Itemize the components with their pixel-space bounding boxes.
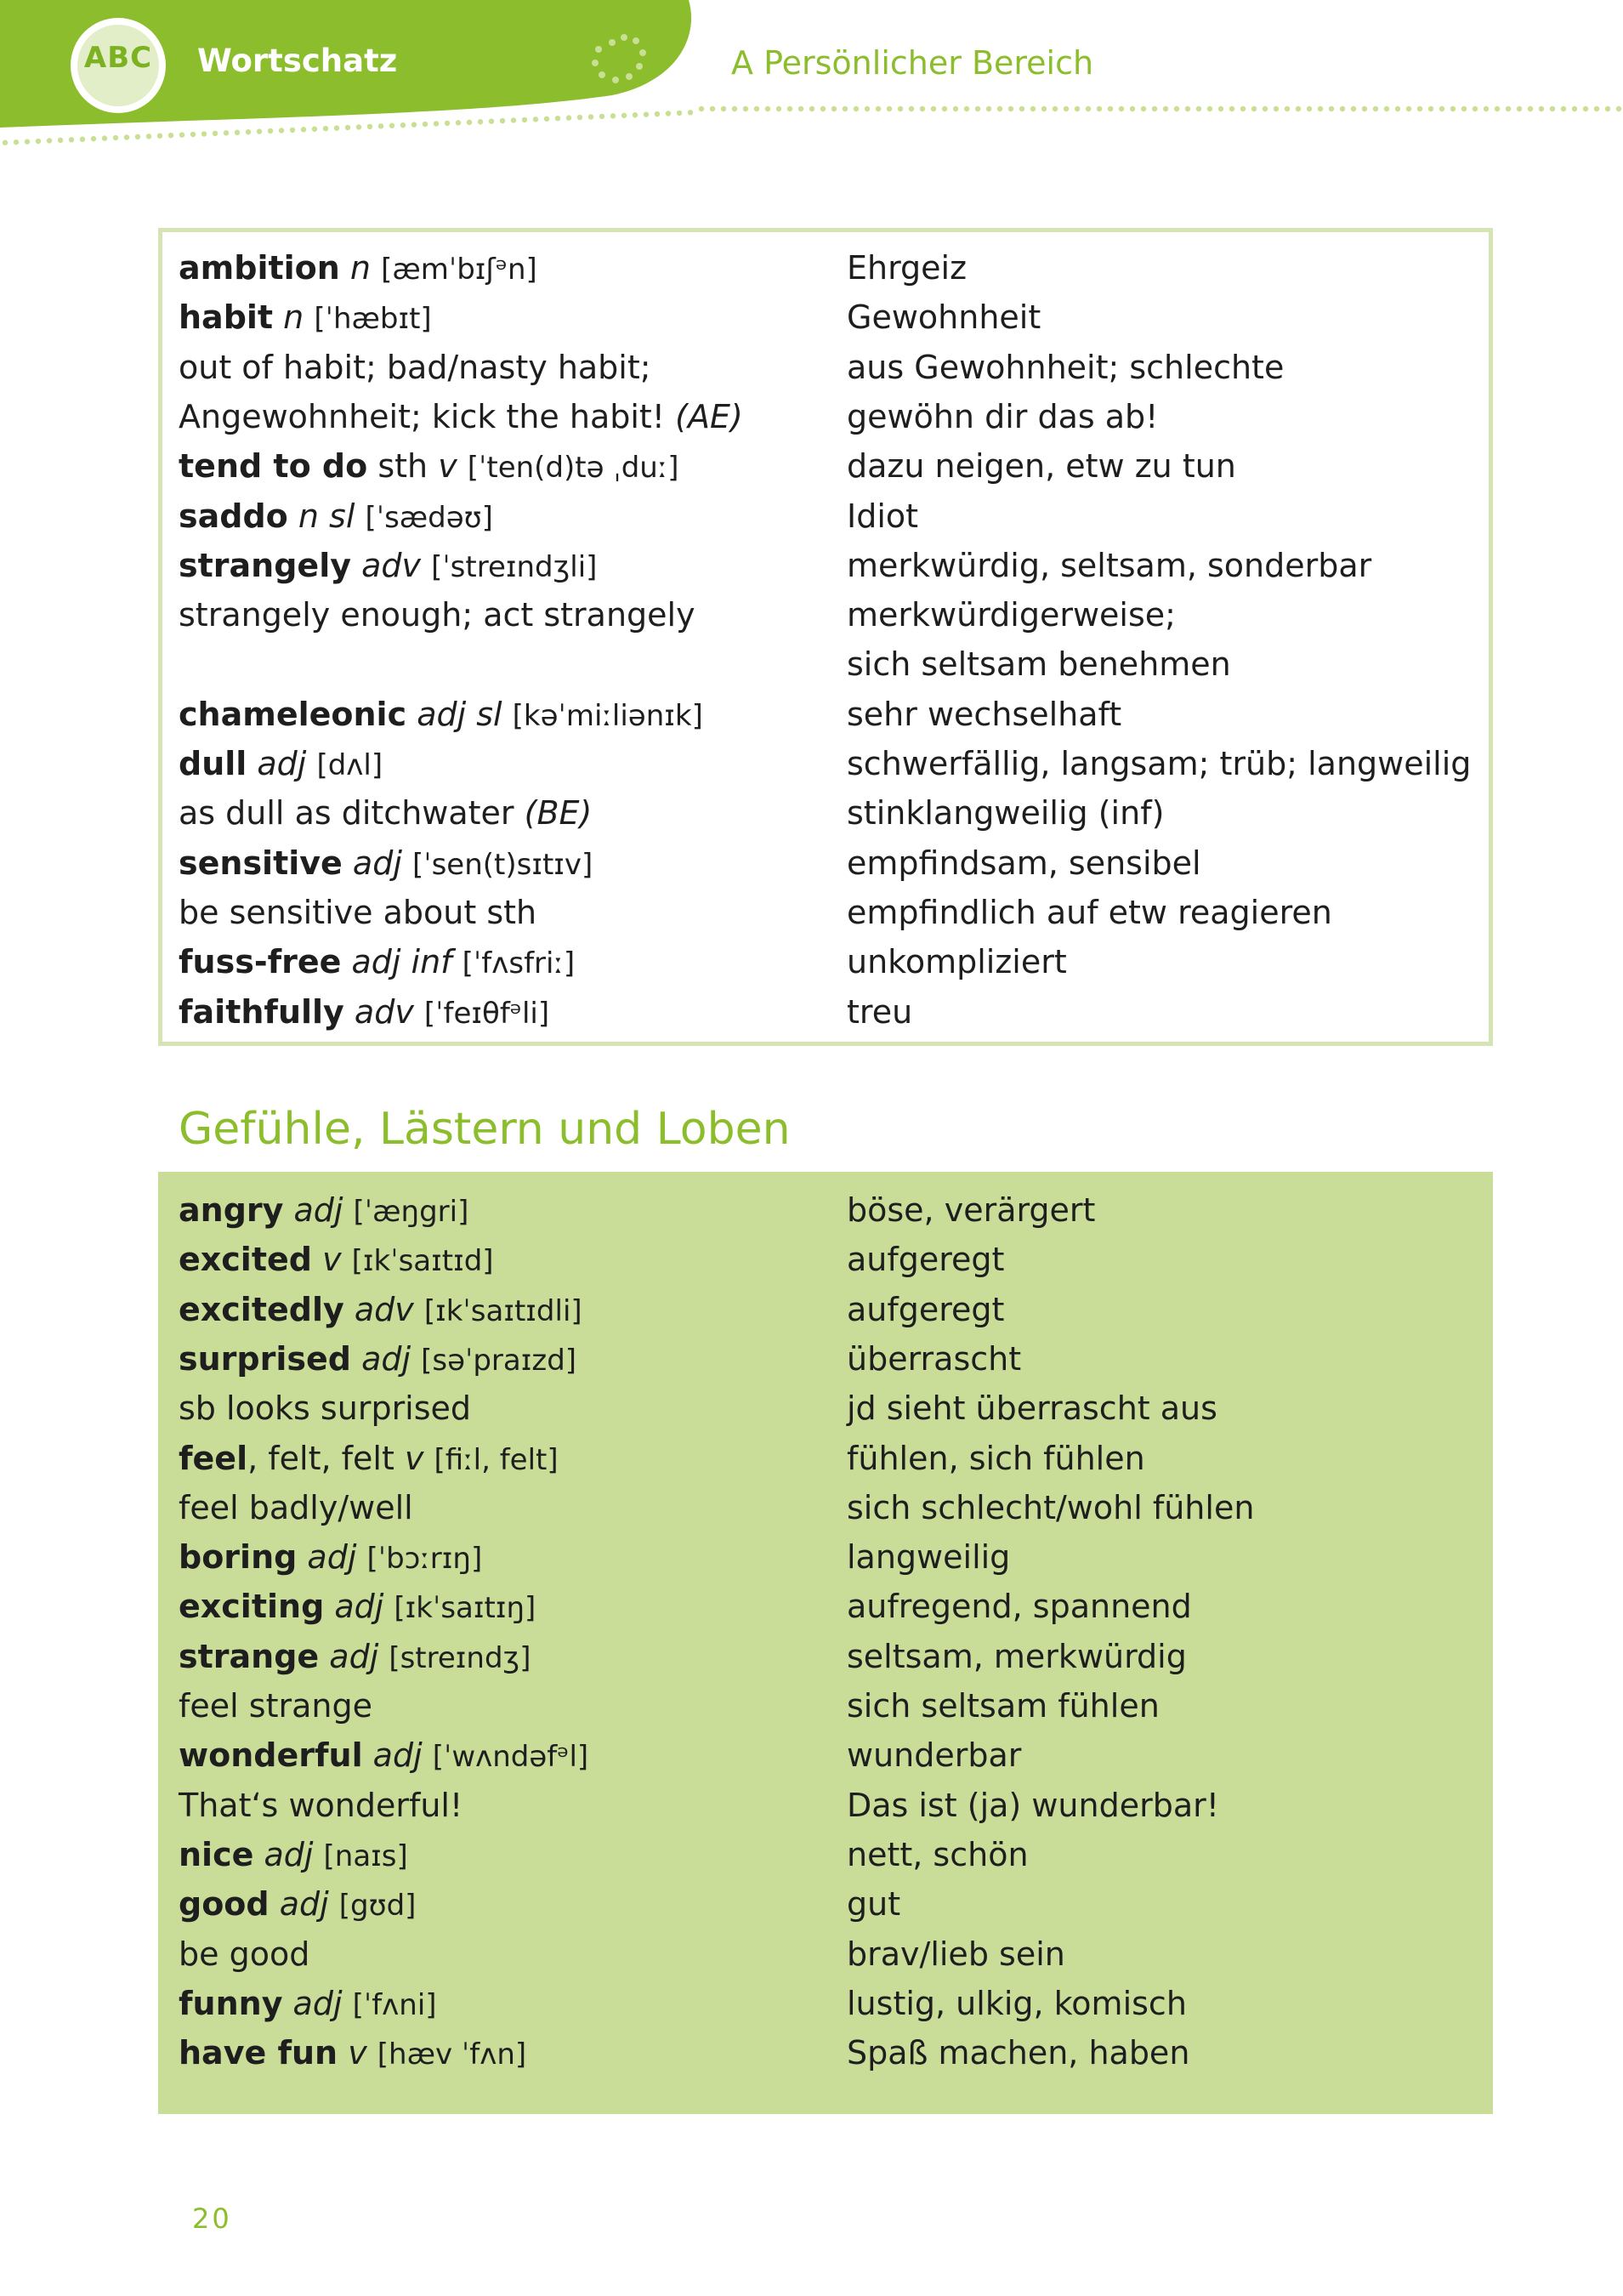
vocab-english: good adj [gʊd] [179, 1885, 417, 1924]
vocab-german: aufgeregt [847, 1290, 1005, 1328]
vocab-english: chameleonic adj sl [kəˈmiːliənɪk] [179, 695, 703, 733]
vocab-german: nett, schön [847, 1835, 1029, 1873]
vocab-english: nice adj [naɪs] [179, 1835, 408, 1873]
vocab-german: fühlen, sich fühlen [847, 1439, 1145, 1477]
vocab-german: aus Gewohnheit; schlechte [847, 348, 1285, 386]
header-title: Wortschatz [197, 43, 398, 79]
vocab-german: merkwürdig, seltsam, sonderbar [847, 546, 1372, 584]
vocab-german: brav/lieb sein [847, 1935, 1065, 1973]
vocab-german: dazu neigen, etw zu tun [847, 447, 1236, 486]
vocab-english: sb looks surprised [179, 1390, 472, 1428]
vocab-english: sensitive adj [ˈsen(t)sɪtɪv] [179, 844, 593, 882]
vocab-english: excited v [ɪkˈsaɪtɪd] [179, 1241, 494, 1279]
vocab-german: lustig, ulkig, komisch [847, 1984, 1187, 2022]
vocab-english: have fun v [hæv ˈfʌn] [179, 2034, 527, 2072]
vocab-english: fuss-free adj inf [ˈfʌsfriː] [179, 943, 576, 981]
vocab-english: exciting adj [ɪkˈsaɪtɪŋ] [179, 1588, 536, 1626]
vocab-german: aufgeregt [847, 1241, 1005, 1279]
vocab-german: Das ist (ja) wunderbar! [847, 1786, 1219, 1824]
vocab-german: wunderbar [847, 1736, 1022, 1775]
vocab-english: tend to do sth v [ˈten(d)tə ˌduː] [179, 447, 679, 486]
vocab-english: saddo n sl [ˈsædəʊ] [179, 497, 493, 535]
vocab-english: feel strange [179, 1687, 372, 1725]
vocab-german: böse, verärgert [847, 1191, 1096, 1229]
vocab-german: jd sieht überrascht aus [847, 1390, 1217, 1428]
vocab-german: aufregend, spannend [847, 1588, 1192, 1626]
vocab-german: sich schlecht/wohl fühlen [847, 1488, 1255, 1526]
vocab-german: schwerfällig, langsam; trüb; langweilig [847, 745, 1472, 782]
vocab-german: sehr wechselhaft [847, 695, 1122, 733]
vocab-german: Ehrgeiz [847, 249, 968, 287]
vocab-german: Spaß machen, haben [847, 2034, 1190, 2072]
vocab-english: funny adj [ˈfʌni] [179, 1984, 437, 2022]
vocab-english: angry adj [ˈæŋgri] [179, 1191, 469, 1229]
vocab-english: strangely enough; act strangely [179, 596, 695, 634]
vocab-english: ambition n [æmˈbɪʃᵊn] [179, 249, 537, 287]
section-title: A Persönlicher Bereich [731, 44, 1094, 82]
vocab-german: empfindlich auf etw reagieren [847, 893, 1332, 931]
vocab-german: empfindsam, sensibel [847, 844, 1201, 882]
vocab-german: überrascht [847, 1339, 1022, 1378]
vocab-german: Idiot [847, 497, 919, 535]
page-number: 20 [192, 2202, 232, 2235]
vocab-english: as dull as ditchwater (BE) [179, 794, 593, 833]
vocab-german: sich seltsam fühlen [847, 1687, 1160, 1725]
vocab-english: That‘s wonderful! [179, 1786, 463, 1824]
vocab-english: feel, felt, felt v [fiːl, felt] [179, 1439, 559, 1477]
vocab-english: habit n [ˈhæbɪt] [179, 298, 432, 337]
header-banner [0, 0, 1623, 170]
vocab-english: faithfully adv [ˈfeɪθfᵊli] [179, 992, 550, 1031]
vocab-english: strange adj [streɪndʒ] [179, 1637, 531, 1675]
vocab-german: unkompliziert [847, 943, 1067, 981]
vocab-german: merkwürdigerweise; [847, 596, 1176, 634]
vocab-english: Angewohnheit; kick the habit! (AE) [179, 397, 743, 435]
vocab-english: dull adj [dʌl] [179, 745, 383, 782]
vocab-english: be good [179, 1935, 310, 1973]
vocab-english: feel badly/well [179, 1488, 413, 1526]
vocab-english: be sensitive about sth [179, 893, 537, 931]
vocab-german: treu [847, 992, 913, 1031]
vocab-english: out of habit; bad/nasty habit; [179, 348, 651, 386]
vocab-german: gut [847, 1885, 901, 1924]
vocab-german: gewöhn dir das ab! [847, 397, 1159, 435]
vocab-english: boring adj [ˈbɔːrɪŋ] [179, 1538, 483, 1577]
vocab-german: Gewohnheit [847, 298, 1041, 337]
vocab-english: strangely adv [ˈstreɪndʒli] [179, 546, 598, 584]
vocab-german: seltsam, merkwürdig [847, 1637, 1187, 1675]
vocab-english: wonderful adj [ˈwʌndəfᵊl] [179, 1736, 589, 1775]
vocab-german: langweilig [847, 1538, 1011, 1577]
vocab-german: stinklangweilig (inf) [847, 794, 1165, 833]
section-heading: Gefühle, Lästern und Loben [179, 1104, 791, 1155]
abc-badge-icon: ABC [83, 41, 153, 75]
vocab-english: surprised adj [səˈpraɪzd] [179, 1339, 577, 1378]
vocab-english: excitedly adv [ɪkˈsaɪtɪdli] [179, 1290, 582, 1328]
vocab-german: sich seltsam benehmen [847, 645, 1231, 684]
